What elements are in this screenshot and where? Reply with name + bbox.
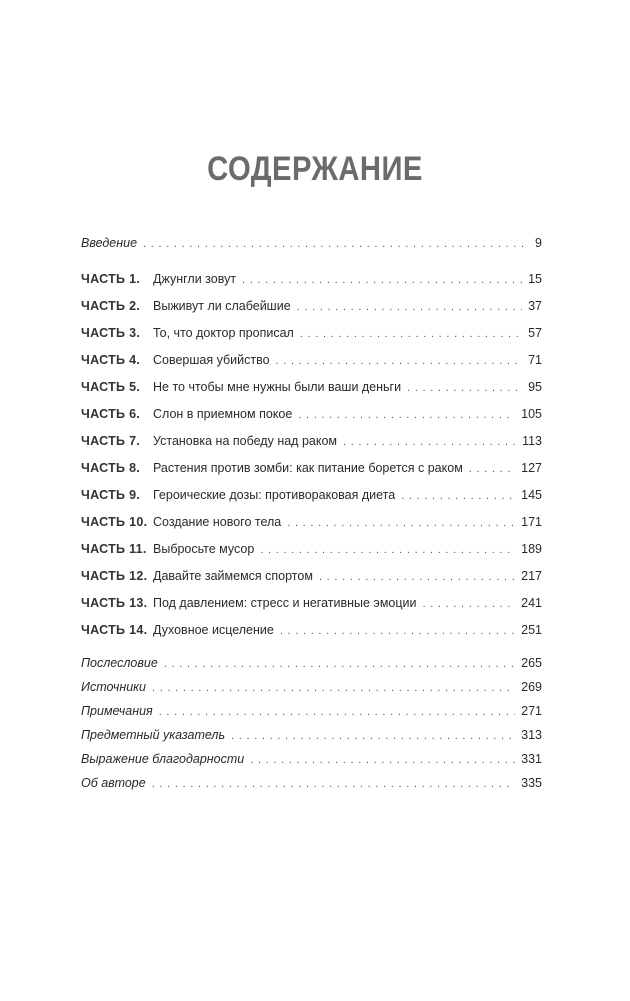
toc-entry-page: 113: [522, 434, 542, 448]
toc-entry-page: 241: [521, 596, 542, 610]
toc-entry-title: Не то чтобы мне нужны были ваши деньги: [153, 380, 402, 394]
dot-leader: [159, 703, 515, 721]
toc-entry-about-author[interactable]: [81, 774, 542, 792]
dot-leader: [297, 298, 522, 316]
toc-entry-title: Примечания: [81, 704, 153, 718]
toc-entry-page: 217: [521, 569, 542, 583]
toc-entry-title: Послесловие: [81, 656, 158, 670]
toc-entry-page: 271: [521, 704, 542, 718]
dot-leader: [422, 595, 515, 613]
chapter-label: ЧАСТЬ 5.: [81, 380, 141, 394]
toc-entry-title: Источники: [81, 680, 147, 694]
dot-leader: [319, 568, 515, 586]
toc-entry-page: 269: [521, 680, 542, 694]
toc-entry-chapter-11[interactable]: [81, 540, 542, 558]
toc-entry-page: 57: [528, 326, 542, 340]
dot-leader: [231, 727, 515, 745]
toc-entry-title: Духовное исцеление: [153, 623, 274, 637]
dot-leader: [164, 655, 515, 673]
toc-entry-chapter-13[interactable]: [81, 594, 542, 612]
toc-entry-page: 313: [521, 728, 542, 742]
toc-entry-title: Выражение благодарности: [81, 752, 245, 766]
toc-entry-notes[interactable]: [81, 702, 542, 720]
toc-entry-acknowledgements[interactable]: [81, 750, 542, 768]
toc-entry-title: То, что доктор прописал: [153, 326, 294, 340]
toc-entry-subject-index[interactable]: [81, 726, 542, 744]
dot-leader: [280, 622, 515, 640]
dot-leader: [469, 460, 515, 478]
toc-entry-title: Выживут ли слабейшие: [153, 299, 291, 313]
toc-entry-title: Слон в приемном покое: [153, 407, 293, 421]
chapter-label: ЧАСТЬ 3.: [81, 326, 141, 340]
dot-leader: [300, 325, 522, 343]
toc-entry-title: Давайте займемся спортом: [153, 569, 313, 583]
toc-entry-title: Об авторе: [81, 776, 146, 790]
dot-leader: [287, 514, 515, 532]
dot-leader: [407, 379, 522, 397]
chapter-label: ЧАСТЬ 1.: [81, 272, 141, 286]
toc-entry-page: 251: [521, 623, 542, 637]
chapter-label: ЧАСТЬ 10.: [81, 515, 148, 529]
chapter-label: ЧАСТЬ 11.: [81, 542, 147, 556]
toc-entry-page: 71: [528, 353, 542, 367]
toc-entry-page: 15: [528, 272, 542, 286]
toc-entry-title: Установка на победу над раком: [153, 434, 337, 448]
dot-leader: [276, 352, 523, 370]
toc-entry-title: Введение: [81, 236, 138, 250]
toc-entry-chapter-2[interactable]: [81, 297, 542, 315]
chapter-label: ЧАСТЬ 6.: [81, 407, 141, 421]
toc-entry-title: Выбросьте мусор: [153, 542, 255, 556]
dot-leader: [401, 487, 515, 505]
toc-entry-title: Джунгли зовут: [153, 272, 237, 286]
page-title: СОДЕРЖАНИЕ: [207, 150, 423, 188]
dot-leader: [343, 433, 516, 451]
toc-entry-title: Создание нового тела: [153, 515, 282, 529]
toc-entry-page: 331: [521, 752, 542, 766]
dot-leader: [242, 271, 522, 289]
dot-leader: [298, 406, 515, 424]
toc-entry-chapter-9[interactable]: [81, 486, 542, 504]
toc-entry-page: 145: [521, 488, 542, 502]
dot-leader: [250, 751, 515, 769]
toc-entry-title: Совершая убийство: [153, 353, 270, 367]
chapter-label: ЧАСТЬ 12.: [81, 569, 148, 583]
chapter-label: ЧАСТЬ 14.: [81, 623, 148, 637]
toc-entry-chapter-6[interactable]: [81, 405, 542, 423]
toc-entry-chapter-7[interactable]: [81, 432, 542, 450]
toc-entry-page: 189: [521, 542, 542, 556]
toc-entry-title: Растения против зомби: как питание борется с раком: [153, 461, 463, 475]
toc-entry-title: Героические дозы: противораковая диета: [153, 488, 396, 502]
toc-entry-afterword[interactable]: [81, 654, 542, 672]
toc-entry-chapter-4[interactable]: [81, 351, 542, 369]
dot-leader: [143, 235, 529, 253]
toc-entry-introduction[interactable]: [81, 234, 542, 252]
toc-entry-page: 9: [535, 236, 542, 250]
chapter-label: ЧАСТЬ 13.: [81, 596, 148, 610]
chapter-label: ЧАСТЬ 7.: [81, 434, 141, 448]
chapter-label: ЧАСТЬ 4.: [81, 353, 141, 367]
toc-entry-sources[interactable]: [81, 678, 542, 696]
dot-leader: [152, 679, 515, 697]
toc-entry-page: 95: [528, 380, 542, 394]
toc-entry-chapter-3[interactable]: [81, 324, 542, 342]
toc-entry-chapter-10[interactable]: [81, 513, 542, 531]
chapter-label: ЧАСТЬ 9.: [81, 488, 141, 502]
chapter-label: ЧАСТЬ 2.: [81, 299, 141, 313]
toc-entry-chapter-14[interactable]: [81, 621, 542, 639]
chapter-label: ЧАСТЬ 8.: [81, 461, 141, 475]
toc-entry-title: Под давлением: стресс и негативные эмоции: [153, 596, 417, 610]
toc-entry-page: 105: [521, 407, 542, 421]
toc-entry-chapter-12[interactable]: [81, 567, 542, 585]
dot-leader: [152, 775, 515, 793]
toc-entry-chapter-1[interactable]: [81, 270, 542, 288]
toc-entry-page: 127: [521, 461, 542, 475]
toc-entry-page: 37: [528, 299, 542, 313]
toc-entry-page: 265: [521, 656, 542, 670]
toc-entry-chapter-5[interactable]: [81, 378, 542, 396]
toc-entry-page: 335: [521, 776, 542, 790]
toc-entry-title: Предметный указатель: [81, 728, 226, 742]
dot-leader: [260, 541, 515, 559]
toc-entry-chapter-8[interactable]: [81, 459, 542, 477]
toc-entry-page: 171: [521, 515, 542, 529]
